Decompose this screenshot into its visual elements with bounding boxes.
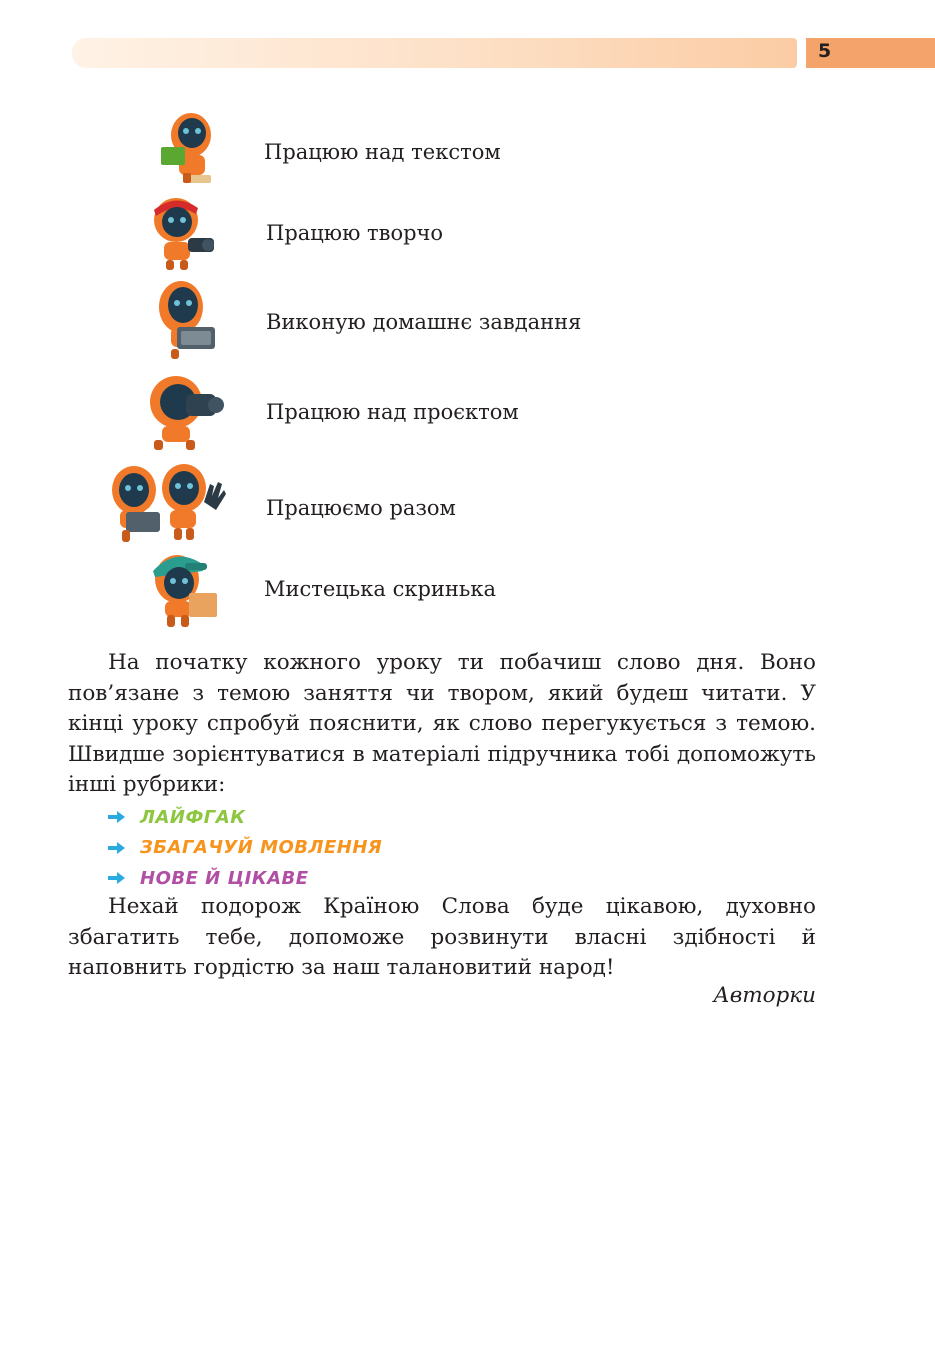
robot-project-icon [142,370,226,452]
page-number: 5 [818,40,832,62]
arrow-right-icon [108,871,126,885]
arrow-right-icon [108,810,126,824]
legend-item-text [0,105,935,185]
rubric-label: ЗБАГАЧУЙ МОВЛЕННЯ [140,837,383,859]
robot-creative-icon [148,192,222,272]
legend-label: Працюю над текстом [264,140,501,164]
legend-item-art-box [0,547,935,631]
robot-reading-icon [155,107,221,187]
rubric-item-new-interesting [108,863,382,894]
rubric-label: НОВЕ Й ЦІКАВЕ [140,867,309,889]
closing-paragraph-text: Нехай подорож Країною Слова буде цікавою, духовно збагатить тебе, допоможе розвинути власні здібності й наповнить гордістю за наш талановитий народ! [68,894,816,980]
page-number-tab [806,38,935,68]
intro-paragraph-text: На початку кожного уроку ти побачиш слово дня. Воно пов’язане з темою заняття чи твором, який будеш читати. У кінці уроку спробуй пояснити, як слово перегукується з темою. Швидше зорієнтуватися в матеріалі підручника тобі допоможуть інші рубрики: [68,650,816,797]
closing-paragraph [68,892,816,984]
intro-paragraph [68,648,816,801]
robot-homework-icon [153,277,219,361]
rubric-label: ЛАЙФГАК [140,806,246,828]
robot-art-box-icon [147,549,223,629]
robots-together-icon [106,462,228,544]
legend-item-creative [0,190,935,272]
legend-label: Виконую домашнє завдання [266,310,582,334]
rubric-item-lifehack [108,802,382,833]
signature: Авторки [713,983,816,1008]
legend-label: Працюю творчо [266,221,444,245]
legend-label: Працюю над проєктом [266,400,519,424]
rubric-item-enrich-speech [108,833,382,864]
legend-label: Працюємо разом [266,496,456,520]
legend-label: Мистецька скринька [264,577,496,601]
arrow-right-icon [108,841,126,855]
legend-item-homework [0,275,935,363]
rubrics-list [108,802,382,894]
header-bar [72,38,797,68]
legend-item-together [0,460,935,545]
legend-item-project [0,368,935,453]
